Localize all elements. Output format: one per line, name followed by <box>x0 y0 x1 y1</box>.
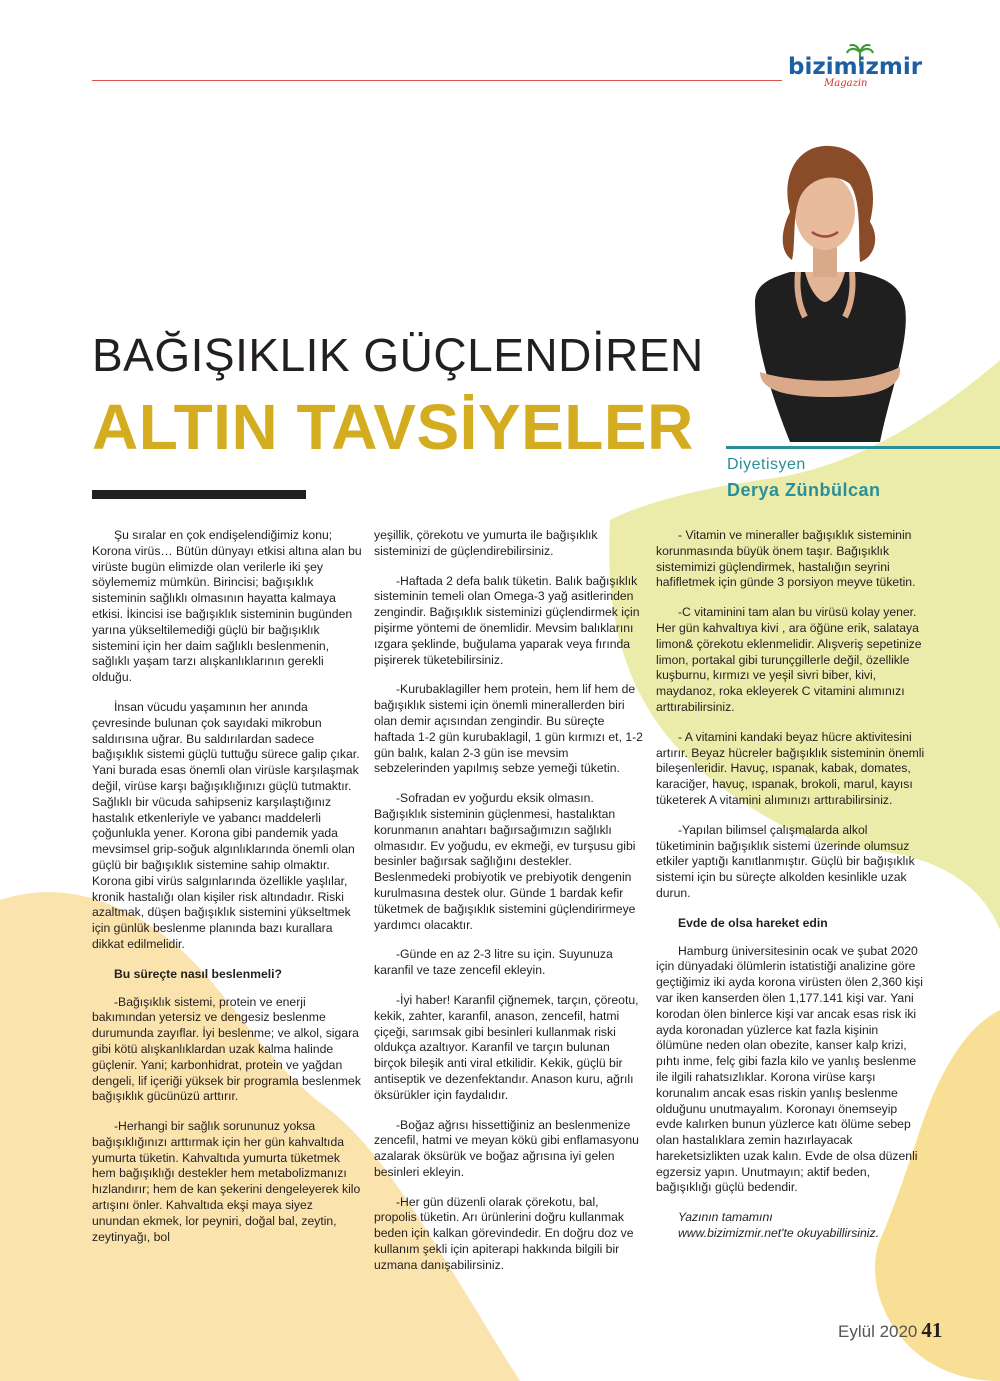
magazine-logo[interactable] <box>788 48 928 94</box>
logo-wordmark: bizimizmir <box>788 54 923 80</box>
website-link[interactable]: www.bizimizmir.net'te okuyabillirsiniz. <box>678 1226 879 1241</box>
paragraph: -C vitaminini tam alan bu virüsü kolay yener. Her gün kahvaltıya kivi , ara öğüne erik, salataya limon& çörekotu eklenmelidir. Alışveriş sepetinize limon, portakal gibi turunçgillerle değil, özellikle kuşburnu, kırmızı ve yeşil sivri biber, kivi, maydanoz, roka ekleyerek C vitamini alımınızı arttırabilirsiniz. <box>656 605 922 714</box>
paragraph: -Bağışıklık sistemi, protein ve enerji bakımından yetersiz ve dengesiz beslenme durumunda zayıflar. İyi beslenme; ve alkol, sigara gibi kötü alışkanlıklardan uzak kalma halinde güçlenir. Yani; karbonhidrat, protein ve yağdan dengeli, lif içeriği yüksek bir programla beslenmek bağışıklık gücünüzü arttırır. <box>92 994 361 1104</box>
author-rule <box>726 446 1000 449</box>
logo-subtitle: Magazin <box>824 78 868 89</box>
paragraph: -Sofradan ev yoğurdu eksik olmasın. Bağışıklık sisteminin güçlenmesi, hastalıktan korunmanın anahtarı bağırsağımızın sağlıklı olmasıdır. Ev yoğudu, ev ekmeği, ev turşusu gibi besinler bağırsak sağlığını destekler. Beslenmedeki probiyotik ve prebiyotik dengenin kurulmasına destek olur. Günde 1 bardak kefir tüketmek de bağışıklık sistemini güçlendirirmeye yardımcı olacaktır. <box>374 791 636 932</box>
column-3 <box>656 528 926 1242</box>
paragraph: - A vitamini kandaki beyaz hücre aktivitesini artırır. Beyaz hücreler bağışıklık sisteminin önemli bileşenleridir. Havuç, ıspanak, kabak, domates, karaciğer, havuç, ıspanak, brokoli, marul, kayısı tüketerek A vitamini alımınızı arttırabilirsiniz. <box>656 729 925 807</box>
paragraph: -Her gün düzenli olarak çörekotu, bal, propolis tüketin. Arı ürünlerini doğru kullanmak beden için kalkan görevindedir. En doğru doz ve kullanım şekli için apiterapi hakkında bilgili bir uzmana danışabilirsiniz. <box>374 1194 634 1272</box>
continued-note-line1: Yazının tamamını <box>678 1210 773 1225</box>
section-heading: Bu süreçte nasıl beslenmeli? <box>114 966 282 981</box>
issue-date: Eylül 2020 <box>838 1322 918 1341</box>
column-2 <box>374 528 644 1288</box>
paragraph: - Vitamin ve mineraller bağışıklık sisteminin korunmasında büyük önem taşır. Bağışıklık sistemimizi güçlendirmek, hastalığın seyrini hafifletmek için günde 3 porsiyon meyve tüketin. <box>656 528 916 590</box>
paragraph: -Herhangi bir sağlık sorununuz yoksa bağışıklığınızı arttırmak için her gün kahvaltıda yumurta tüketin. Kahvaltıda yumurta tüketmek hem bağışıklığı destekler hem metabolizmanızı hızlandırır; hem de kan şekerini dengeleyerek kilo artışını önler. Kahvaltıda ekşi maya siyez unundan ekmek, lor peyniri, doğal bal, zeytin, zeytinyağı, bol <box>92 1119 361 1244</box>
paragraph: yeşillik, çörekotu ve yumurta ile bağışıklık sisteminizi de güçlendirebilirsiniz. <box>374 528 598 558</box>
author-name: Derya Zünbülcan <box>727 480 881 500</box>
paragraph: -İyi haber! Karanfil çiğnemek, tarçın, çöreotu, kekik, zahter, karanfil, anason, zencefil, hatmi çiçeği, sarımsak gibi besinleri kullanmak riski oldukça azaltıyor. Karanfil ve tarçın bulunan birçok bileşik anti viral etkilidir. Kekik, güçlü bir antiseptik ve dezenfektandır. Anason kuru, ağrılı öksürükler için faydalıdır. <box>374 992 639 1102</box>
page-footer <box>838 1318 942 1343</box>
page-number: 41 <box>921 1318 943 1342</box>
author-photo <box>730 142 920 447</box>
paragraph: -Kurubaklagiller hem protein, hem lif hem de bağışıklık sistemi için önemli minerallerden biri olan demir açısından zengindir. Bu süreçte haftada 1-2 gün kurubaklagil, 1 gün kırmızı et, 1-2 gün balık, kalan 2-3 gün ise mevsim sebzelerinden yapılmış sebze yemeği tüketin. <box>374 682 643 776</box>
paragraph: -Yapılan bilimsel çalışmalarda alkol tüketiminin bağışıklık sistemi üzerinde olumsuz etkiler yaptığı kanıtlanmıştır. Güçlü bir bağışıklık sistemi için bu süreçte alkolden kesinlikle uzak durun. <box>656 822 915 900</box>
paragraph: Hamburg üniversitesinin ocak ve şubat 2020 için dünyadaki ölümlerin istatistiği analizine göre geçtiğimiz iki ayda korona virüsten ölen 2,360 kişi var iken kanserden ölen 1,177.141 kişi var. Yani korodan ölen binlerce kişi var ancak esas risk iki ayda koronadan yüzlerce kat fazla kişinin ölümüne neden olan obezite, kanser kalp krizi, pıhtı inme, felç gibi fazla kilo ve yanlış beslenme ile ilgili rahatsızlıklar. Korona virüse karşı korunalım ancak esas riskin yanlış beslenme olduğunu unutmayalım. Koronayı önemseyip evde kalırken bunun yüzlerce katı ölüme sebep olan hastalıklara zemin hazırlayacak hareketsizlikten uzak kalın. Evde de olsa düzenli egzersiz yapın. Unutmayın; aktif beden, bağışıklığı güçlü bedendir. <box>656 943 923 1195</box>
author-role: Diyetisyen <box>727 456 806 473</box>
article-title-line1: BAĞIŞIKLIK GÜÇLENDİREN <box>92 329 704 381</box>
paragraph: -Boğaz ağrısı hissettiğiniz an beslenmenize zencefil, hatmi ve meyan kökü gibi enflamasyonu azalarak öksürük ve boğaz ağrısına iyi gelen besinleri ekleyin. <box>374 1117 639 1179</box>
paragraph: -Günde en az 2-3 litre su için. Suyunuza karanfil ve taze zencefil ekleyin. <box>374 947 613 978</box>
title-underline-bar <box>92 490 306 499</box>
column-1 <box>92 528 362 1259</box>
section-heading: Evde de olsa hareket edin <box>678 915 828 930</box>
continued-note <box>656 1210 926 1242</box>
paragraph: İnsan vücudu yaşamının her anında çevresinde bulunan çok sayıdaki mikrobun saldırısına uğrar. Bu saldırılardan sadece bağışıklık sistemi güçlü tuttuğu sürece galip çıkar. Yani burada esas önemli olan virüsle karşılaşmak değil, virüse karşı bağışıklığınızı güçlü tutmaktır. Sağlıklı bir vücuda sahipseniz karşılaştığınız hastalık etkenleriyle ve yabancı maddelerli çoğunlukla yener. Korona gibi pandemik yada mevsimsel grip-soğuk algınlıklarında önemli olan güçlü bir bağışıklık sistemine sahip olmaktır. Korona gibi virüs salgınlarında özellikle yaşlılar, kronik hastalığı olan kişiler risk altındadır. Riski azaltmak, düşen bağışıklık sistemini yükseltmek için günlük beslenme planında bazı kurallara dikkat edilmelidir. <box>92 699 360 951</box>
article-title-line2: ALTIN TAVSİYELER <box>92 391 694 463</box>
header-rule <box>92 80 782 81</box>
paragraph: -Haftada 2 defa balık tüketin. Balık bağışıklık sisteminin temeli olan Omega-3 yağ asitlerinden zengindir. Bağışıklık sisteminizi güçlendirmek için pişirme yöntemi de önemlidir. Mevsim balıklarını ızgara şeklinde, buğulama yaparak veya fırında pişirerek tüketebilirsiniz. <box>374 573 640 667</box>
paragraph: Şu sıralar en çok endişelendiğimiz konu; Korona virüs… Bütün dünyayı etkisi altına alan bu virüste bugün elimizde olan verilerle iki şey söylememiz mümkün. Birincisi; bağışıklık sisteminin sağlıklı olmasının hayatta kalmaya etkisi. İkincisi ise bağışıklık sisteminin bugünden yarına yükseltilemediği güçlü bir bağışıklık sistemini için her daim sağlıklı beslenmenin, sağlıklı yaşam tarzı alışkanlıklarının gerekli olduğu. <box>92 528 362 685</box>
